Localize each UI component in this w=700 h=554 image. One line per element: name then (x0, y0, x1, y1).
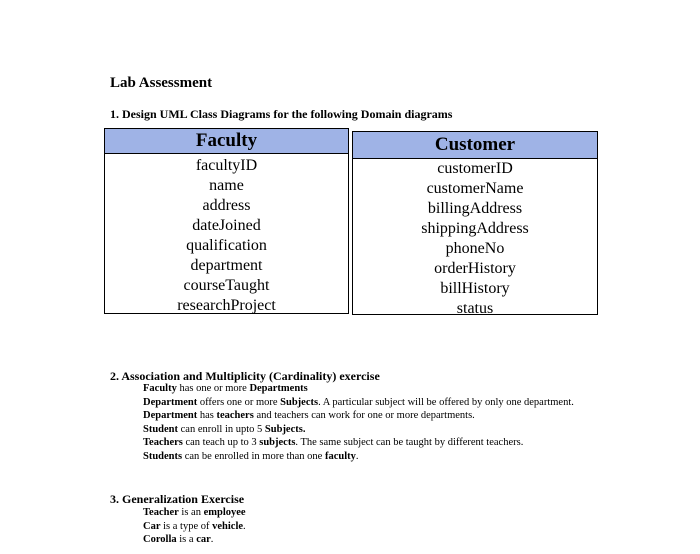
customer-attribute: billingAddress (427, 200, 523, 217)
faculty-attribute: qualification (186, 237, 267, 254)
statement-line: Department has teachers and teachers can work for one or more departments. (143, 410, 475, 421)
statement-line: Teachers can teach up to 3 subjects. The same subject can be taught by different teachers. (143, 437, 524, 448)
faculty-attribute: department (190, 257, 263, 274)
faculty-attribute: researchProject (177, 297, 276, 314)
page-title: Lab Assessment (110, 75, 213, 91)
faculty-attribute: courseTaught (183, 277, 270, 294)
statement-line: Car is a type of vehicle. (143, 520, 246, 532)
generalization-statements (143, 506, 588, 547)
faculty-attribute: name (209, 177, 244, 194)
faculty-attributes (105, 154, 348, 316)
statement-line: Faculty has one or more Departments (143, 383, 308, 394)
faculty-attribute: address (202, 197, 251, 214)
customer-attributes (353, 159, 597, 319)
faculty-class-name: Faculty (105, 129, 348, 154)
statement-line: Teacher is an employee (143, 507, 246, 518)
customer-attribute: customerID (437, 160, 513, 177)
customer-attribute: status (456, 300, 494, 317)
question-1-heading: 1. Design UML Class Diagrams for the following Domain diagrams (110, 107, 453, 121)
faculty-attribute: facultyID (195, 157, 258, 174)
customer-attribute: orderHistory (434, 260, 516, 277)
customer-attribute: customerName (426, 180, 524, 197)
question-3-heading: 3. Generalization Exercise (110, 492, 245, 506)
faculty-class-box (104, 128, 349, 314)
faculty-attribute: dateJoined (192, 217, 261, 234)
customer-attribute: shippingAddress (421, 220, 529, 237)
question-2-heading: 2. Association and Multiplicity (Cardinality) exercise (110, 369, 380, 383)
statement-line: Department offers one or more Subjects. A particular subject will be offered by only one department. (143, 396, 574, 408)
customer-attribute: billHistory (440, 280, 510, 297)
statement-line: Students can be enrolled in more than one faculty. (143, 450, 359, 462)
statement-line: Student can enroll in upto 5 Subjects. (143, 423, 306, 435)
statement-line: Corolla is a car. (143, 534, 214, 545)
customer-class-box (352, 131, 598, 315)
customer-attribute: phoneNo (445, 240, 505, 257)
customer-class-name: Customer (353, 132, 597, 159)
association-statements (143, 382, 588, 463)
